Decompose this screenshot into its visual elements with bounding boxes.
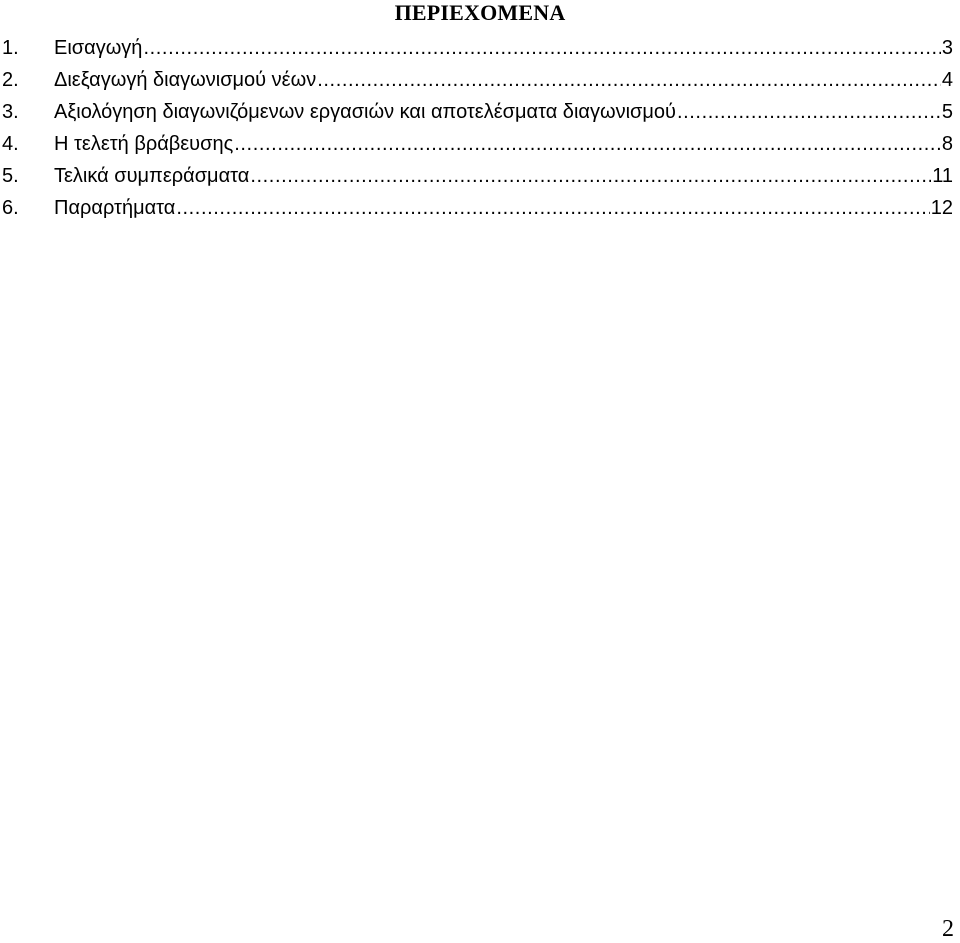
toc-entry-page: 3 bbox=[941, 37, 953, 59]
toc-entry[interactable] bbox=[2, 160, 953, 192]
toc-title: ΠΕΡΙΕΧΟΜΕΝΑ bbox=[394, 0, 566, 25]
toc-entry-title: Τελικά συμπεράσματα bbox=[54, 165, 250, 187]
toc-dot-leader bbox=[176, 192, 929, 224]
toc-dot-leader bbox=[234, 128, 941, 160]
toc-entry-page: 11 bbox=[932, 165, 953, 187]
toc-list bbox=[2, 32, 953, 224]
toc-entry-page: 8 bbox=[941, 133, 953, 155]
toc-entry-number: 4. bbox=[2, 133, 19, 155]
toc-entry[interactable] bbox=[2, 128, 953, 160]
toc-dot-leader bbox=[143, 32, 940, 64]
toc-entry-title: Διεξαγωγή διαγωνισμού νέων bbox=[54, 69, 317, 91]
toc-entry-number: 5. bbox=[2, 165, 19, 187]
toc-entry-title: Εισαγωγή bbox=[54, 37, 143, 59]
toc-entry[interactable] bbox=[2, 64, 953, 96]
toc-entry-number: 3. bbox=[2, 101, 19, 123]
toc-dot-leader bbox=[317, 64, 941, 96]
toc-entry-page: 4 bbox=[941, 69, 953, 91]
toc-entry[interactable] bbox=[2, 96, 953, 128]
toc-entry-title: Η τελετή βράβευσης bbox=[54, 133, 234, 155]
toc-entry-number: 1. bbox=[2, 37, 19, 59]
toc-entry-title: Παραρτήματα bbox=[54, 197, 176, 219]
toc-entry-page: 5 bbox=[941, 101, 953, 123]
toc-dot-leader bbox=[677, 96, 941, 128]
toc-entry[interactable] bbox=[2, 192, 953, 224]
toc-entry-title: Αξιολόγηση διαγωνιζόμενων εργασιών και αποτελέσματα διαγωνισμού bbox=[54, 101, 676, 123]
page-number: 2 bbox=[942, 916, 954, 942]
toc-entry-number: 6. bbox=[2, 197, 19, 219]
toc-dot-leader bbox=[250, 160, 931, 192]
toc-entry[interactable] bbox=[2, 32, 953, 64]
toc-entry-number: 2. bbox=[2, 69, 19, 91]
toc-entry-page: 12 bbox=[930, 197, 953, 219]
